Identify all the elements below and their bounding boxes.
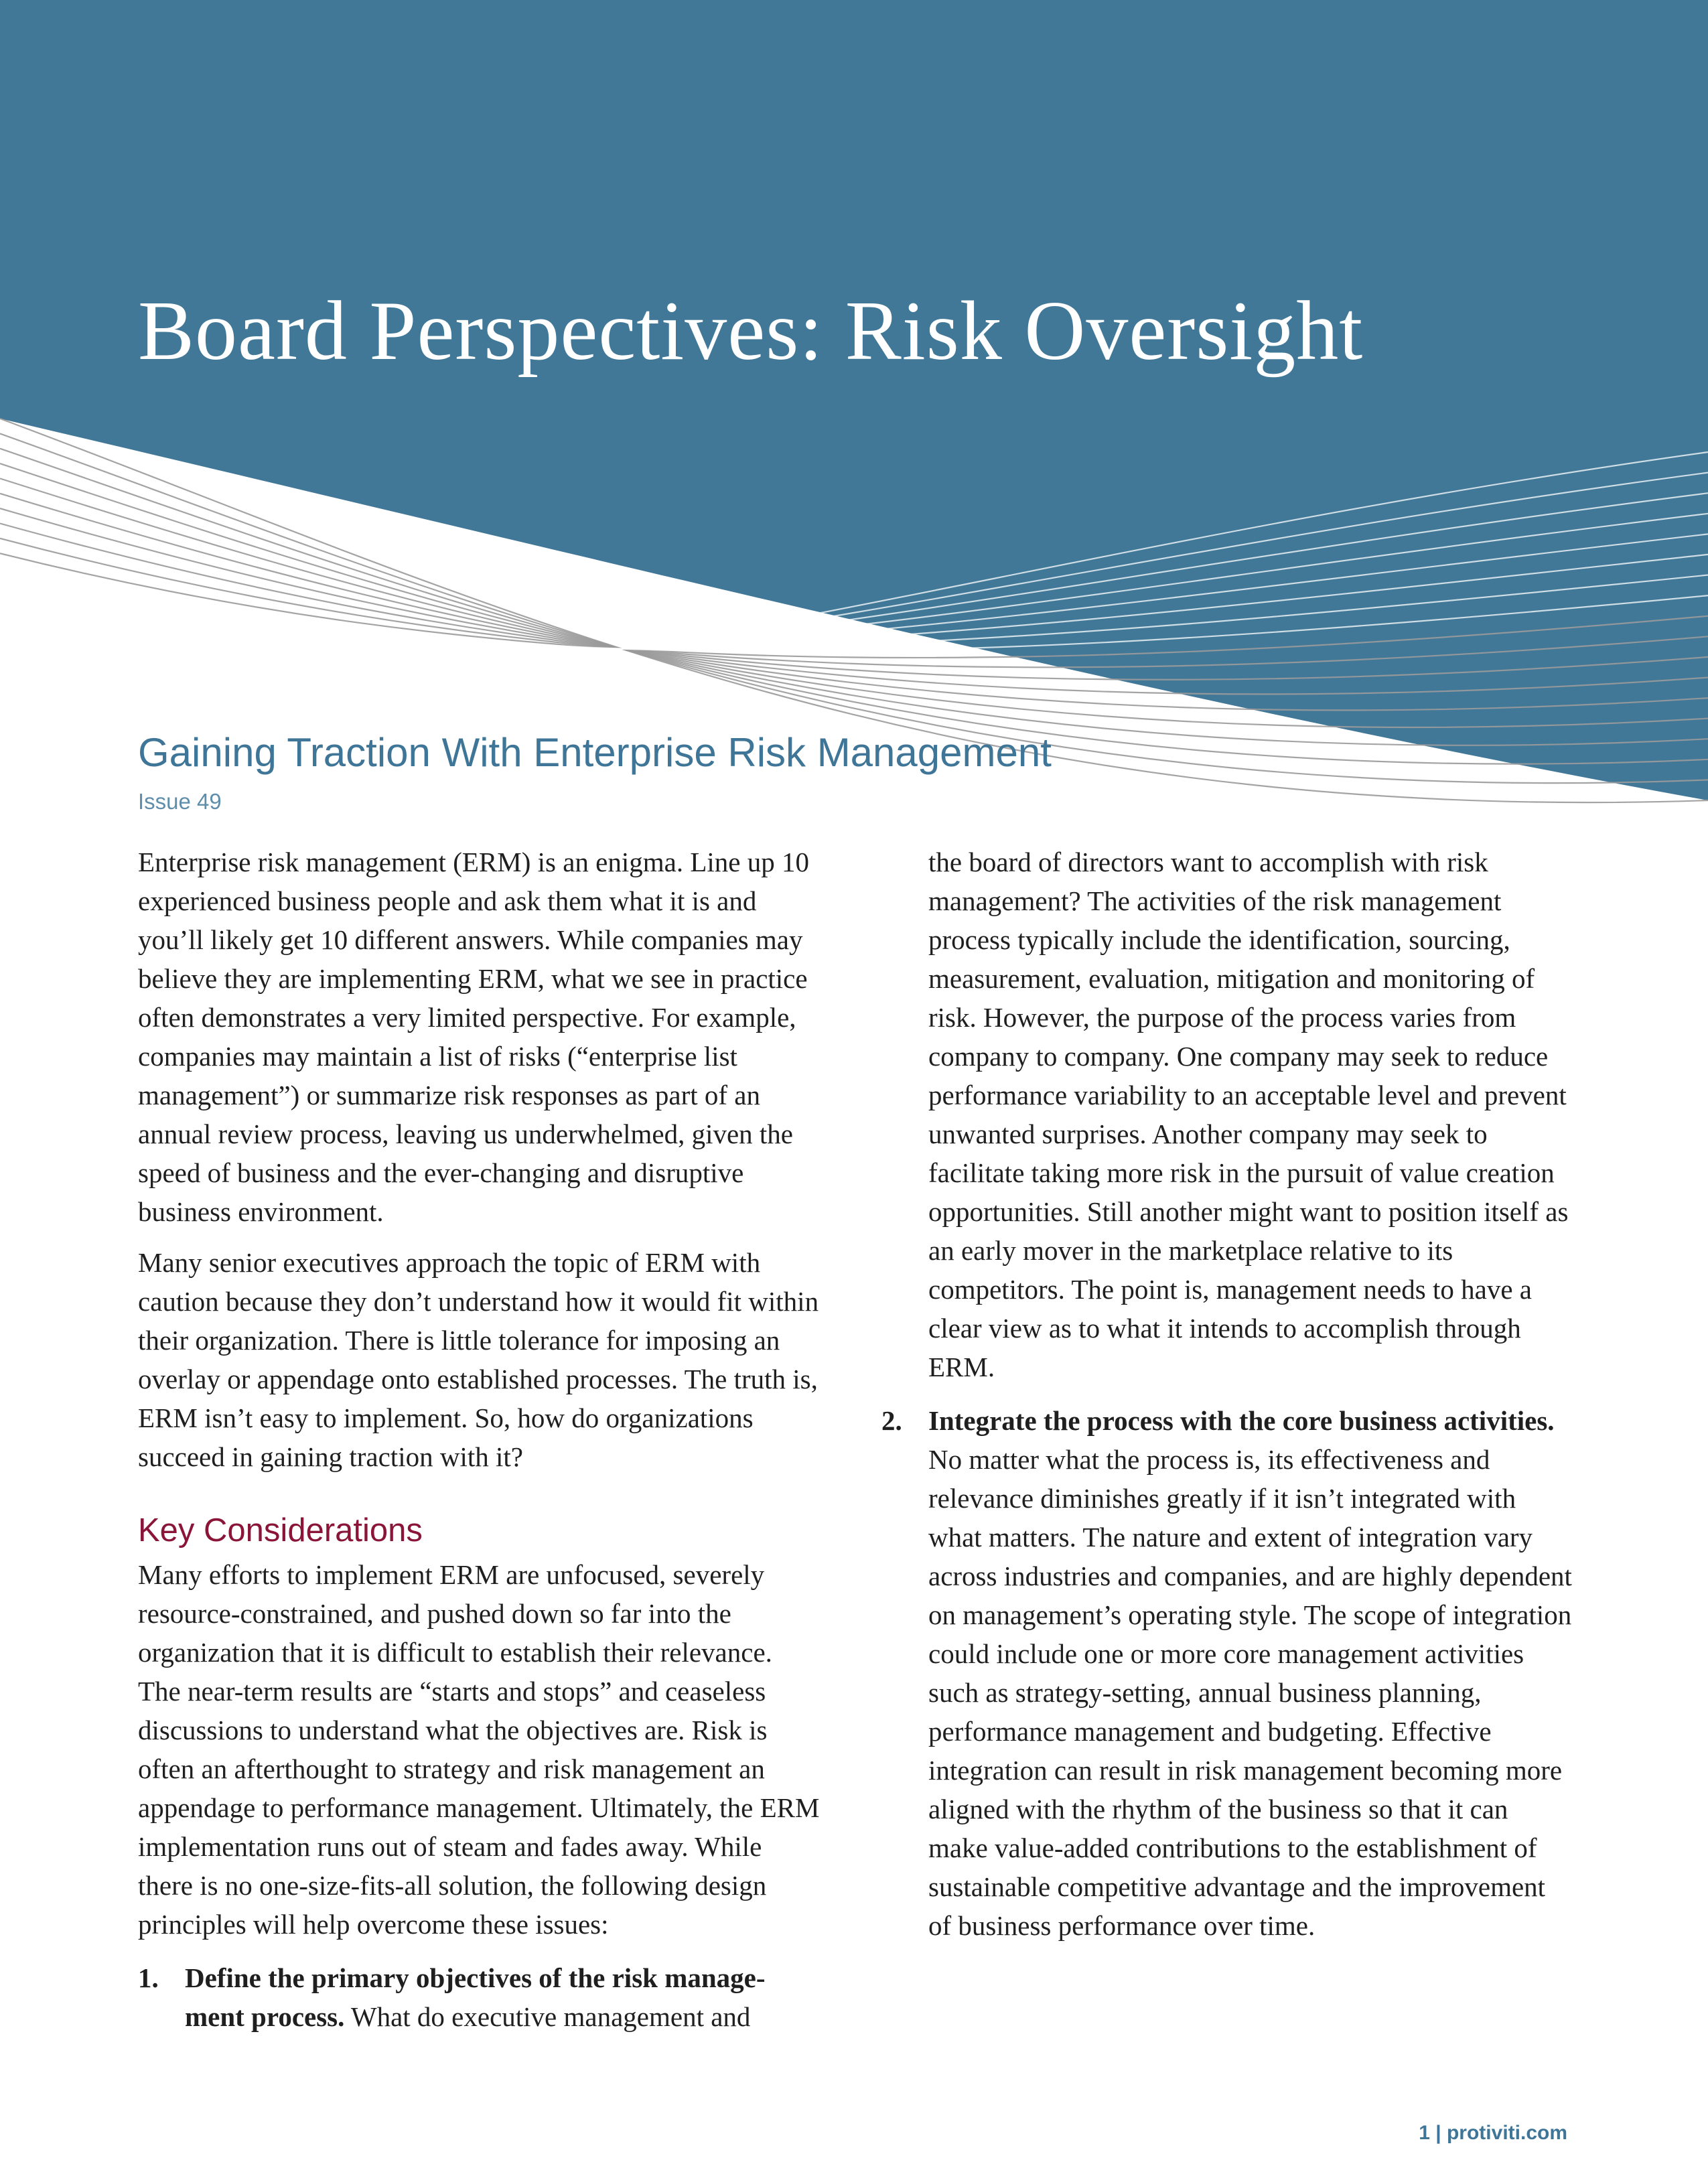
list-item-continued	[881, 843, 1574, 1386]
page-footer	[1419, 2120, 1567, 2147]
list-item-text: What do executive management and	[350, 2001, 751, 2032]
footer-site-link[interactable]: protiviti.com	[1446, 2122, 1567, 2144]
left-column	[138, 843, 821, 2036]
banner-background	[0, 0, 1708, 800]
page-number: 1	[1419, 2122, 1430, 2144]
list-item-lead: Define the primary objectives of the risk manage-ment process.	[185, 1962, 766, 2032]
list-item-text: No matter what the process is, its effectiveness and relevance diminishes greatly if it isn’t integrated with what matters. The nature and extent of integration vary across industries and companies, and are highly dependent on management’s operating style. The scope of integration could include one or more core management activities such as strategy-setting, annual business planning, performance management and budgeting. Effective integration can result in risk management becoming more aligned with the rhythm of the business so that it can make value-added contributions to the establishment of sustainable competitive advantage and the improvement of business performance over time.	[928, 1444, 1572, 1941]
header-banner	[0, 0, 1708, 817]
list-item	[881, 1401, 1574, 1945]
intro-paragraph-2: Many senior executives approach the topic of ERM with caution because they don’t understand how it would fit within their organization. There is little tolerance for imposing an overlay or appendage onto established processes. The truth is, ERM isn’t easy to implement. So, how do organizations succeed in gaining traction with it?	[138, 1247, 819, 1472]
key-considerations-paragraph: Many efforts to implement ERM are unfocused, severely resource-constrained, and pushed down so far into the organization that it is difficult to establish their relevance. The near-term results are “starts and stops” and ceaseless discussions to understand what the objectives are. Risk is often an afterthought to strategy and risk management an appendage to performance management. Ultimately, the ERM implementation runs out of steam and fades away. While there is no one-size-fits-all solution, the following design principles will help overcome these issues:	[138, 1559, 820, 1940]
page-title: Board Perspectives: Risk Oversight	[138, 285, 1364, 378]
list-item-number: 2.	[881, 1405, 902, 1436]
right-column	[881, 843, 1574, 1945]
footer-separator: |	[1435, 2122, 1441, 2144]
list-item-number: 1.	[138, 1962, 159, 1993]
intro-paragraph-1: Enterprise risk management (ERM) is an enigma. Line up 10 experienced business people and ask them what it is and you’ll likely get 10 different answers. While companies may believe they are implementing ERM, what we see in practice often demonstrates a very limited perspective. For example, companies may maintain a list of risks (“enterprise list management”) or summarize risk responses as part of an annual review process, leaving us underwhelmed, given the speed of business and the ever-changing and disruptive business environment.	[138, 847, 809, 1227]
article-title: Gaining Traction With Enterprise Risk Management	[138, 730, 1052, 775]
list-item-lead: Integrate the process with the core business activities.	[928, 1405, 1555, 1436]
list-item-text: the board of directors want to accomplish with risk management? The activities of the risk management process typically include the identification, sourcing, measurement, evaluation, mitigation and monitoring of risk. However, the purpose of the process varies from company to company. One company may seek to reduce performance variability to an acceptable level and prevent unwanted surprises. Another company may seek to facilitate taking more risk in the pursuit of value creation opportunities. Still another might want to position itself as an early mover in the marketplace relative to its competitors. The point is, management needs to have a clear view as to what it intends to accomplish through ERM.	[928, 847, 1569, 1382]
issue-number: Issue 49	[138, 789, 222, 814]
list-item	[138, 1958, 821, 2036]
section-heading: Key Considerations	[138, 1512, 423, 1548]
